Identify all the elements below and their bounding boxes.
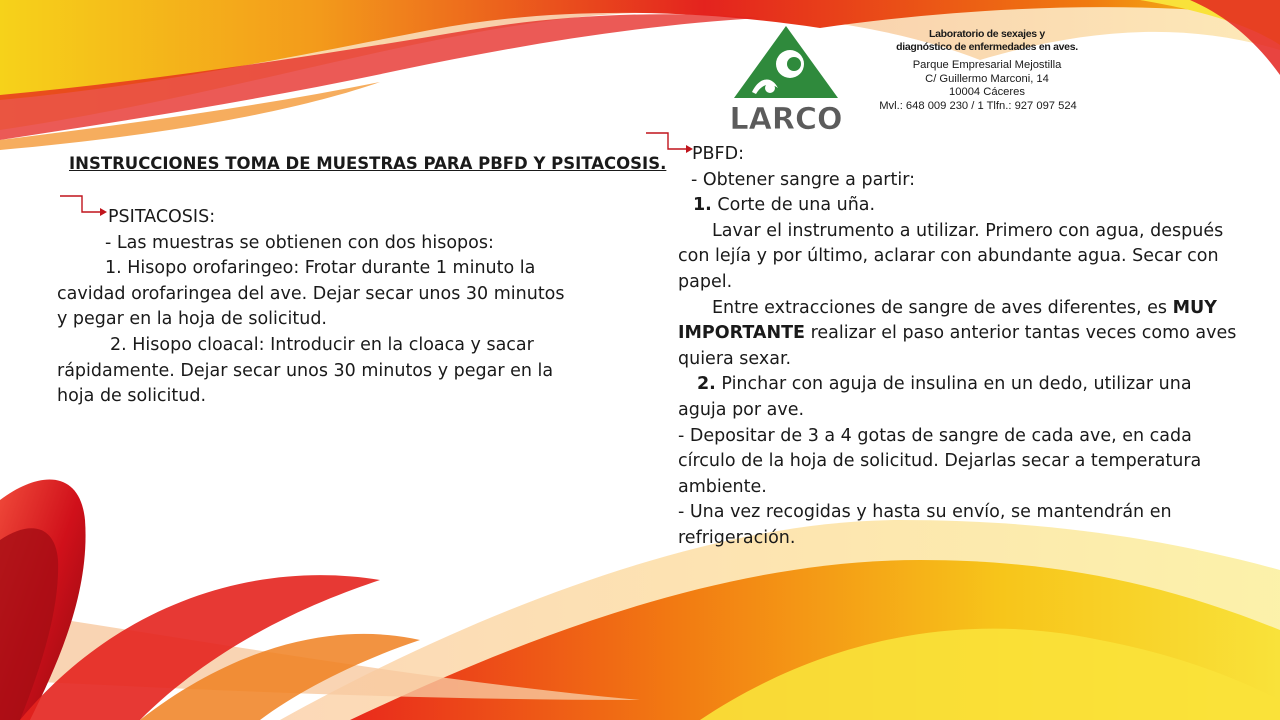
between-line3: quiera sexar. [678, 348, 792, 369]
psitacosis-item1-line2: cavidad orofaringea del ave. Dejar secar unos 30 minutos [57, 283, 565, 304]
psitacosis-section [57, 205, 565, 410]
deposit-line3: ambiente. [678, 476, 767, 497]
psitacosis-item1-line1: 1. Hisopo orofaringeo: Frotar durante 1 minuto la [105, 258, 536, 279]
lab-name-line2: diagnóstico de enfermedades en aves. [896, 41, 1078, 53]
logo-text: LARCO [730, 102, 842, 134]
between-line2: realizar el paso anterior tantas veces como aves [810, 323, 1237, 344]
psitacosis-item1-line3: y pegar en la hoja de solicitud. [57, 309, 327, 330]
store-line1: - Una vez recogidas y hasta su envío, se mantendrán en [678, 502, 1172, 523]
deposit-line1: - Depositar de 3 a 4 gotas de sangre de cada ave, en cada [678, 425, 1192, 446]
wash-line1: Lavar el instrumento a utilizar. Primero con agua, después [712, 220, 1224, 241]
pbfd-intro: - Obtener sangre a partir: [691, 169, 916, 190]
step1-text: Corte de una uña. [717, 195, 876, 216]
between-bold-muy: MUY [1172, 297, 1217, 318]
phone-line: Mvl.: 648 009 230 / 1 Tlfn.: 927 097 524 [879, 99, 1077, 112]
psitacosis-intro: - Las muestras se obtienen con dos hisopos: [105, 232, 494, 253]
larco-logo [730, 22, 842, 134]
psitacosis-item2-line3: hoja de solicitud. [57, 386, 207, 407]
between-line1: Entre extracciones de sangre de aves diferentes, es [712, 297, 1167, 318]
psitacosis-heading: PSITACOSIS: [108, 207, 216, 227]
pbfd-heading: PBFD: [692, 144, 744, 164]
wash-line3: papel. [678, 271, 733, 292]
address-line2: C/ Guillermo Marconi, 14 [925, 72, 1049, 85]
step2-line1: Pinchar con aguja de insulina en un dedo, utilizar una [721, 374, 1192, 395]
psitacosis-item2-line1: 2. Hisopo cloacal: Introducir en la cloaca y sacar [110, 334, 534, 355]
lab-name-line1: Laboratorio de sexajes y [929, 28, 1045, 40]
address-line1: Parque Empresarial Mejostilla [912, 59, 1062, 71]
store-line2: refrigeración. [678, 527, 796, 548]
lab-info [862, 28, 1112, 113]
pbfd-section [678, 142, 1237, 552]
step1-number: 1. [693, 195, 712, 216]
deposit-line2: círculo de la hoja de solicitud. Dejarlas secar a temperatura [678, 451, 1202, 472]
step2-number: 2. [697, 374, 716, 395]
address-line3: 10004 Cáceres [949, 86, 1025, 98]
step2-line2: aguja por ave. [678, 399, 805, 420]
page-title: INSTRUCCIONES TOMA DE MUESTRAS PARA PBFD Y PSITACOSIS. [69, 154, 667, 173]
between-bold-importante: IMPORTANTE [678, 323, 805, 344]
psitacosis-item2-line2: rápidamente. Dejar secar unos 30 minutos y pegar en la [57, 360, 554, 381]
wash-line2: con lejía y por último, aclarar con abundante agua. Secar con [678, 246, 1219, 267]
